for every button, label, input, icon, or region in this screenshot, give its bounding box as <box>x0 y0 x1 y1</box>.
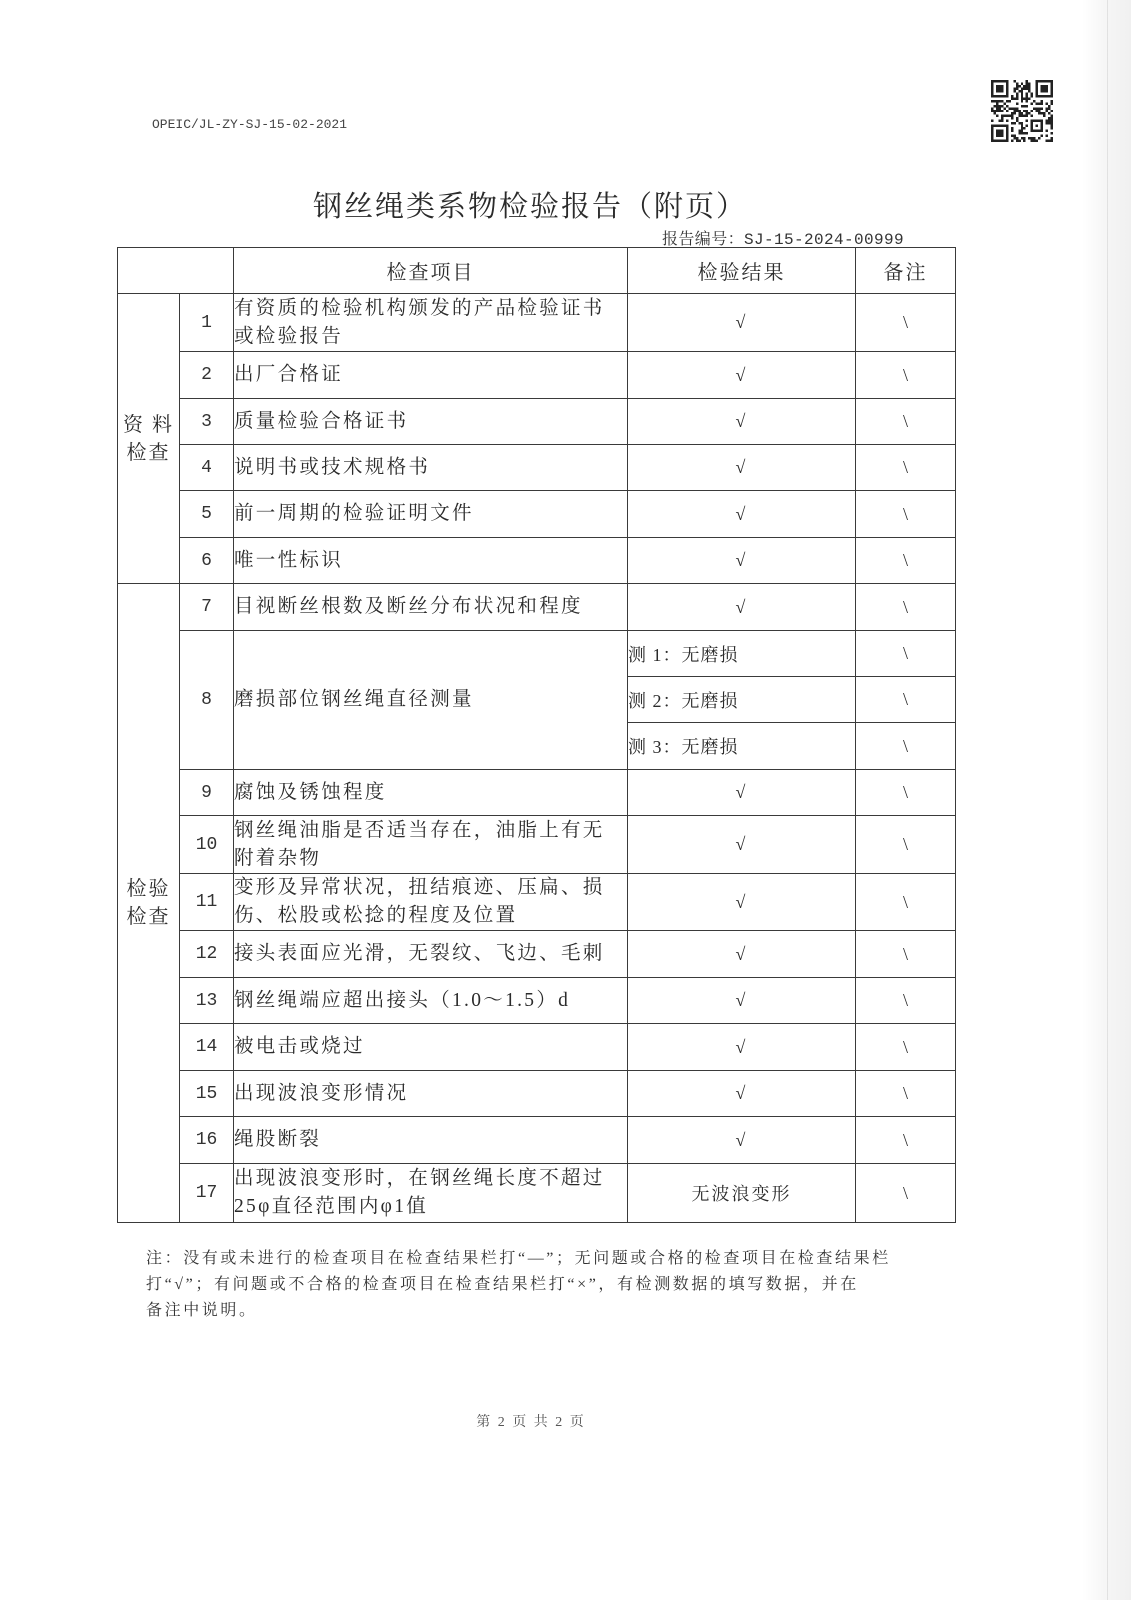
category-document-check <box>118 294 180 584</box>
row-remark: \ <box>856 874 956 931</box>
row-item: 说明书或技术规格书 <box>234 445 628 491</box>
row-result: √ <box>628 770 856 816</box>
row-number: 15 <box>180 1071 234 1117</box>
category-label-line: 检查 <box>126 906 171 928</box>
table-row <box>118 816 956 874</box>
row-remark: \ <box>856 1071 956 1117</box>
row-number: 6 <box>180 538 234 584</box>
row-result: √ <box>628 445 856 491</box>
table-row <box>118 294 956 352</box>
row-remark: \ <box>856 352 956 399</box>
footnote-line: 备注中说明。 <box>146 1302 258 1319</box>
row-result: √ <box>628 1117 856 1164</box>
table-row <box>118 584 956 631</box>
inspection-table <box>117 247 956 1223</box>
row-item: 接头表面应光滑，无裂纹、飞边、毛刺 <box>234 931 628 978</box>
row-item: 前一周期的检验证明文件 <box>234 491 628 538</box>
row-item: 出现波浪变形时，在钢丝绳长度不超过 25φ直径范围内φ1值 <box>234 1164 628 1223</box>
header-item: 检查项目 <box>234 248 628 294</box>
row-result: √ <box>628 352 856 399</box>
row-remark: \ <box>856 677 956 723</box>
table-row <box>118 631 956 677</box>
row-item: 质量检验合格证书 <box>234 399 628 445</box>
row-number: 2 <box>180 352 234 399</box>
header-result: 检验结果 <box>628 248 856 294</box>
measurement-result: 测 2：无磨损 <box>628 677 856 723</box>
row-number: 4 <box>180 445 234 491</box>
row-remark: \ <box>856 538 956 584</box>
table-row <box>118 931 956 978</box>
table-row <box>118 770 956 816</box>
row-result: √ <box>628 538 856 584</box>
row-item: 磨损部位钢丝绳直径测量 <box>234 631 628 770</box>
row-item: 被电击或烧过 <box>234 1024 628 1071</box>
table-row <box>118 399 956 445</box>
report-number: 报告编号：SJ-15-2024-00999 <box>662 231 905 249</box>
row-remark: \ <box>856 931 956 978</box>
row-remark: \ <box>856 399 956 445</box>
row-result: √ <box>628 491 856 538</box>
table-row <box>118 874 956 931</box>
table-row <box>118 1117 956 1164</box>
header-blank-cell <box>118 248 234 294</box>
row-remark: \ <box>856 491 956 538</box>
footnote-line: 打“√”；有问题或不合格的检查项目在检查结果栏打“×”，有检测数据的填写数据，并在 <box>146 1276 859 1293</box>
table-row <box>118 538 956 584</box>
row-number: 9 <box>180 770 234 816</box>
row-number: 7 <box>180 584 234 631</box>
footnote <box>146 1246 891 1324</box>
row-remark: \ <box>856 1164 956 1223</box>
row-result: √ <box>628 931 856 978</box>
measurement-result: 测 1：无磨损 <box>628 631 856 677</box>
row-number: 5 <box>180 491 234 538</box>
row-result: √ <box>628 816 856 874</box>
table-row <box>118 445 956 491</box>
row-number: 17 <box>180 1164 234 1223</box>
table-row <box>118 1071 956 1117</box>
row-item: 目视断丝根数及断丝分布状况和程度 <box>234 584 628 631</box>
row-result: √ <box>628 874 856 931</box>
footnote-line: 注：没有或未进行的检查项目在检查结果栏打“—”；无问题或合格的检查项目在检查结果栏 <box>146 1250 891 1267</box>
table-row <box>118 1164 956 1223</box>
row-number: 13 <box>180 978 234 1024</box>
category-inspection-check <box>118 584 180 1223</box>
row-remark: \ <box>856 723 956 770</box>
row-item: 唯一性标识 <box>234 538 628 584</box>
table-row <box>118 491 956 538</box>
row-number: 1 <box>180 294 234 352</box>
row-number: 12 <box>180 931 234 978</box>
row-remark: \ <box>856 1024 956 1071</box>
row-item: 钢丝绳端应超出接头（1.0～1.5）d <box>234 978 628 1024</box>
row-result: √ <box>628 294 856 352</box>
row-item: 有资质的检验机构颁发的产品检验证书 或检验报告 <box>234 294 628 352</box>
row-number: 14 <box>180 1024 234 1071</box>
row-remark: \ <box>856 445 956 491</box>
row-number: 3 <box>180 399 234 445</box>
row-remark: \ <box>856 978 956 1024</box>
row-number: 11 <box>180 874 234 931</box>
row-remark: \ <box>856 770 956 816</box>
row-item: 出现波浪变形情况 <box>234 1071 628 1117</box>
row-item: 钢丝绳油脂是否适当存在，油脂上有无 附着杂物 <box>234 816 628 874</box>
row-item: 出厂合格证 <box>234 352 628 399</box>
qr-code <box>991 80 1053 142</box>
row-number: 8 <box>180 631 234 770</box>
page-number: 第 2 页 共 2 页 <box>476 1415 586 1430</box>
header-remark: 备注 <box>856 248 956 294</box>
header-row <box>118 248 956 294</box>
row-result: √ <box>628 399 856 445</box>
category-label-line: 检验 <box>126 878 171 900</box>
category-label-line: 检查 <box>126 441 171 464</box>
row-remark: \ <box>856 1117 956 1164</box>
page-title: 钢丝绳类系物检验报告（附页） <box>312 191 747 223</box>
table-row <box>118 352 956 399</box>
table-row <box>118 978 956 1024</box>
row-remark: \ <box>856 294 956 352</box>
row-result: √ <box>628 584 856 631</box>
row-remark: \ <box>856 584 956 631</box>
row-result: √ <box>628 1071 856 1117</box>
category-label-line: 资 料 <box>123 413 174 436</box>
document-code: OPEIC/JL-ZY-SJ-15-02-2021 <box>152 117 348 132</box>
row-result: √ <box>628 1024 856 1071</box>
measurement-result: 测 3：无磨损 <box>628 723 856 770</box>
row-item: 变形及异常状况，扭结痕迹、压扁、损 伤、松股或松捻的程度及位置 <box>234 874 628 931</box>
scan-edge-line <box>1107 0 1108 1600</box>
row-remark: \ <box>856 816 956 874</box>
row-result: √ <box>628 978 856 1024</box>
qr-pattern <box>991 80 1053 142</box>
row-number: 10 <box>180 816 234 874</box>
row-item: 绳股断裂 <box>234 1117 628 1164</box>
row-remark: \ <box>856 631 956 677</box>
row-result: 无波浪变形 <box>628 1164 856 1223</box>
row-number: 16 <box>180 1117 234 1164</box>
row-item: 腐蚀及锈蚀程度 <box>234 770 628 816</box>
table-row <box>118 1024 956 1071</box>
